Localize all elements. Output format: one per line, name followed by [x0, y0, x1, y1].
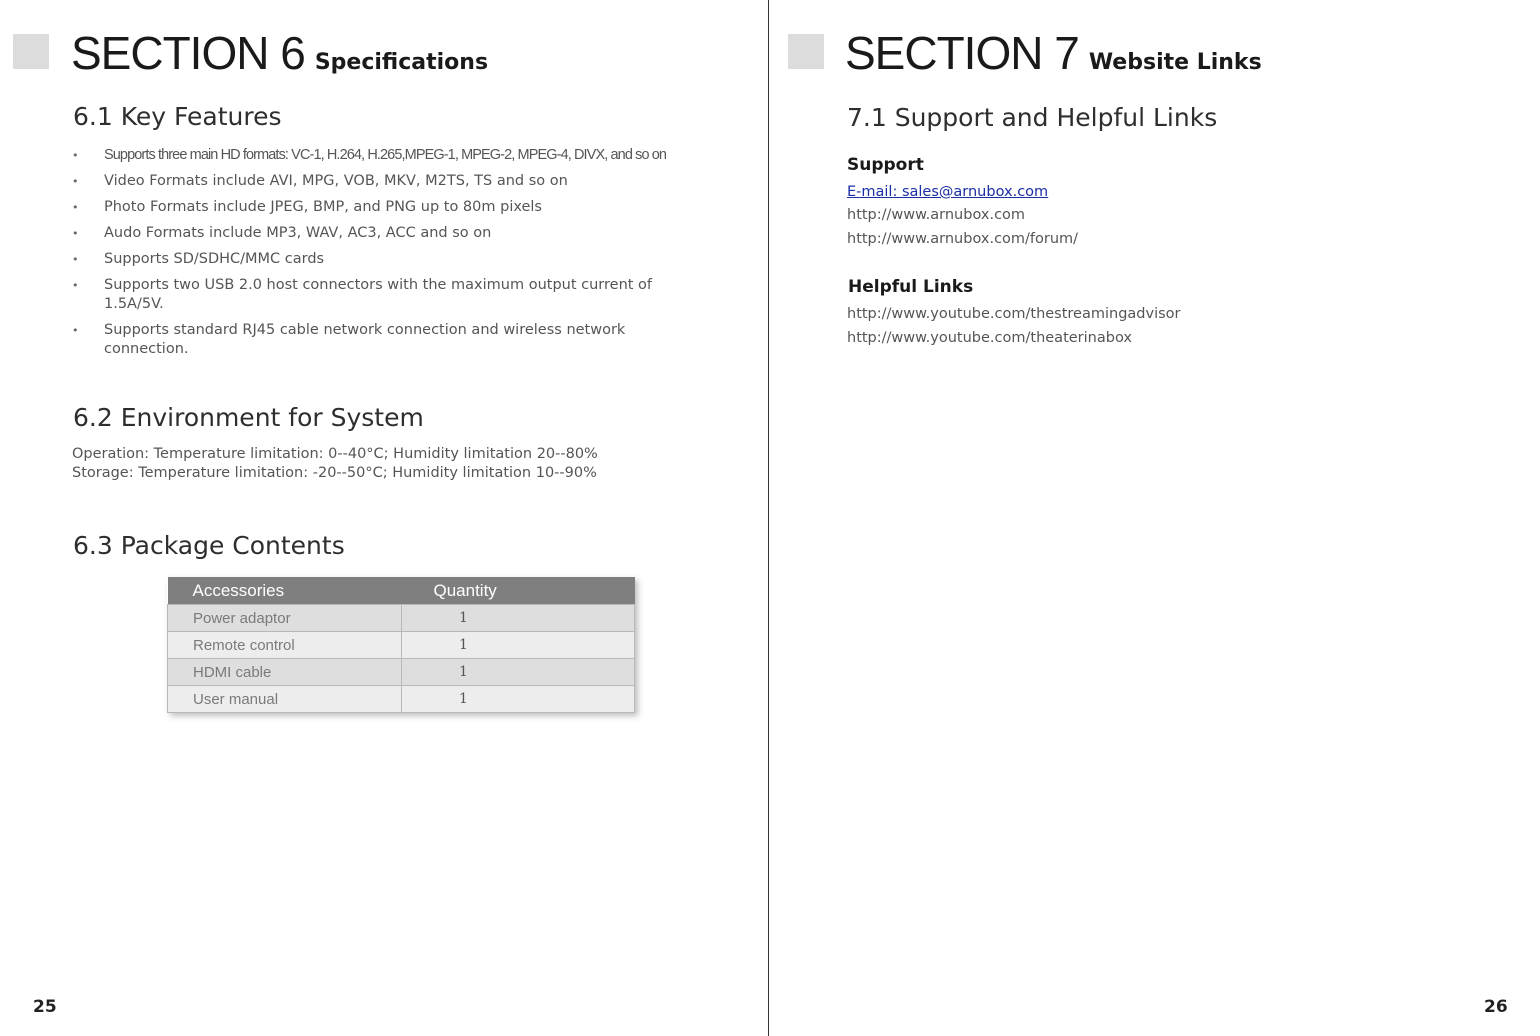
accessory-cell: HDMI cable — [168, 659, 402, 686]
accessory-cell: User manual — [168, 686, 402, 713]
section-subtitle: Specifications — [314, 50, 489, 75]
support-label: Support — [847, 155, 924, 175]
helpful-links-label: Helpful Links — [848, 277, 974, 297]
section-marker-box — [788, 34, 824, 69]
support-links-heading: 7.1 Support and Helpful Links — [847, 103, 1218, 132]
list-item: • Photo Formats include JPEG, BMP, and PNG up to 80m pixels — [72, 198, 712, 217]
environment-heading: 6.2 Environment for System — [73, 403, 424, 432]
list-item: • Supports three main HD formats: VC-1, H.264, H.265,MPEG-1, MPEG-2, MPEG-4, DIVX, and so on — [72, 146, 712, 165]
environment-operation: Operation: Temperature limitation: 0--40°C; Humidity limitation 20--80% — [72, 446, 598, 462]
package-heading: 6.3 Package Contents — [73, 531, 345, 560]
column-header-accessories: Accessories — [168, 577, 402, 605]
support-link[interactable]: http://www.arnubox.com — [847, 207, 1026, 223]
column-header-quantity: Quantity — [402, 577, 635, 605]
list-item: • Supports SD/SDHC/MMC cards — [72, 250, 712, 269]
quantity-cell: 1 — [402, 686, 635, 713]
helpful-link[interactable]: http://www.youtube.com/thestreamingadvisor — [847, 306, 1181, 322]
helpful-link[interactable]: http://www.youtube.com/theaterinabox — [847, 330, 1132, 346]
page-number: 26 — [1484, 997, 1508, 1017]
quantity-cell: 1 — [402, 659, 635, 686]
support-email-link[interactable]: E-mail: sales@arnubox.com — [847, 184, 1049, 200]
quantity-cell: 1 — [402, 605, 635, 632]
section-label: SECTION 6 — [71, 27, 305, 79]
list-item: • Video Formats include AVI, MPG, VOB, MKV, M2TS, TS and so on — [72, 172, 712, 191]
environment-storage: Storage: Temperature limitation: -20--50°C; Humidity limitation 10--90% — [72, 465, 597, 481]
section-subtitle: Website Links — [1088, 50, 1262, 75]
list-item: • Audo Formats include MP3, WAV, AC3, ACC and so on — [72, 224, 712, 243]
list-item: • Supports two USB 2.0 host connectors with the maximum output current of 1.5A/5V. — [72, 276, 712, 314]
support-forum-link[interactable]: http://www.arnubox.com/forum/ — [847, 231, 1079, 247]
list-item: • Supports standard RJ45 cable network connection and wireless network connection. — [72, 321, 712, 359]
quantity-cell: 1 — [402, 632, 635, 659]
section-label: SECTION 7 — [845, 27, 1079, 79]
section-7-title — [845, 26, 1262, 80]
accessory-cell: Power adaptor — [168, 605, 402, 632]
accessory-cell: Remote control — [168, 632, 402, 659]
page-number: 25 — [33, 997, 57, 1017]
key-features-heading: 6.1 Key Features — [73, 102, 282, 131]
